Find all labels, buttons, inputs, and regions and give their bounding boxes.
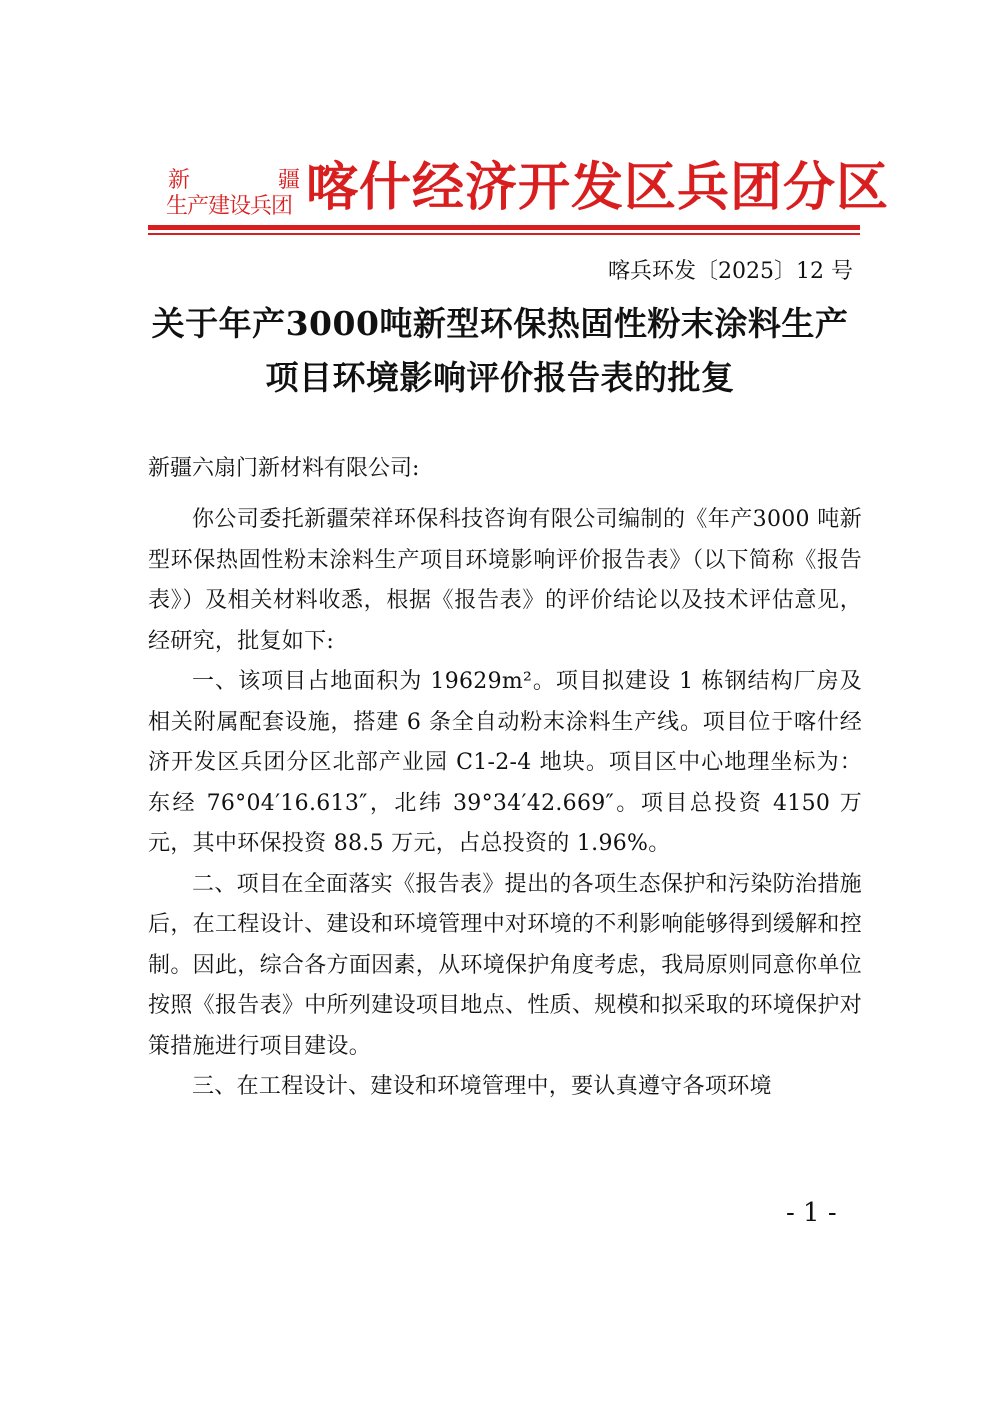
- body-text: [148, 500, 862, 1108]
- paragraph-one: 一、该项目占地面积为 19629m²。项目拟建设 1 栋钢结构厂房及相关附属配套设施，搭建 6 条全自动粉末涂料生产线。项目位于喀什经济开发区兵团分区北部产业园 C1-2-4 地块。项目区中心地理坐标为：东经 76°04′16.613″，北纬 39°34′42.669″。项目总投资 4150 万元，其中环保投资 88.5 万元，占总投资的 1.96%。: [148, 669, 862, 856]
- document-title-line1: 关于年产3000吨新型环保热固性粉末涂料生产: [151, 304, 849, 343]
- page-number: - 1 -: [786, 1198, 837, 1228]
- letterhead-small-line2: 生产建设兵团: [166, 194, 293, 219]
- addressee: 新疆六扇门新材料有限公司:: [148, 456, 420, 481]
- letterhead-rule-thick: [148, 225, 860, 230]
- document-title-line2: 项目环境影响评价报告表的批复: [265, 358, 735, 397]
- letterhead-small-char-left: 新: [168, 168, 191, 193]
- letterhead-rule-thin: [148, 233, 860, 235]
- document-number: 喀兵环发〔2025〕12 号: [608, 259, 853, 284]
- letterhead-small-char-right: 疆: [278, 168, 301, 193]
- letterhead-org-name: 喀什经济开发区兵团分区: [306, 158, 890, 218]
- paragraph-three: 三、在工程设计、建设和环境管理中，要认真遵守各项环境: [192, 1074, 772, 1099]
- paragraph-intro: 你公司委托新疆荣祥环保科技咨询有限公司编制的《年产3000 吨新型环保热固性粉末涂料生产项目环境影响评价报告表》（以下简称《报告表》）及相关材料收悉，根据《报告表》的评价结论以及技术评估意见，经研究，批复如下:: [148, 507, 862, 654]
- paragraph-two: 二、项目在全面落实《报告表》提出的各项生态保护和污染防治措施后，在工程设计、建设和环境管理中对环境的不利影响能够得到缓解和控制。因此，综合各方面因素，从环境保护角度考虑，我局原则同意你单位按照《报告表》中所列建设项目地点、性质、规模和拟采取的环境保护对策措施进行项目建设。: [148, 871, 862, 1059]
